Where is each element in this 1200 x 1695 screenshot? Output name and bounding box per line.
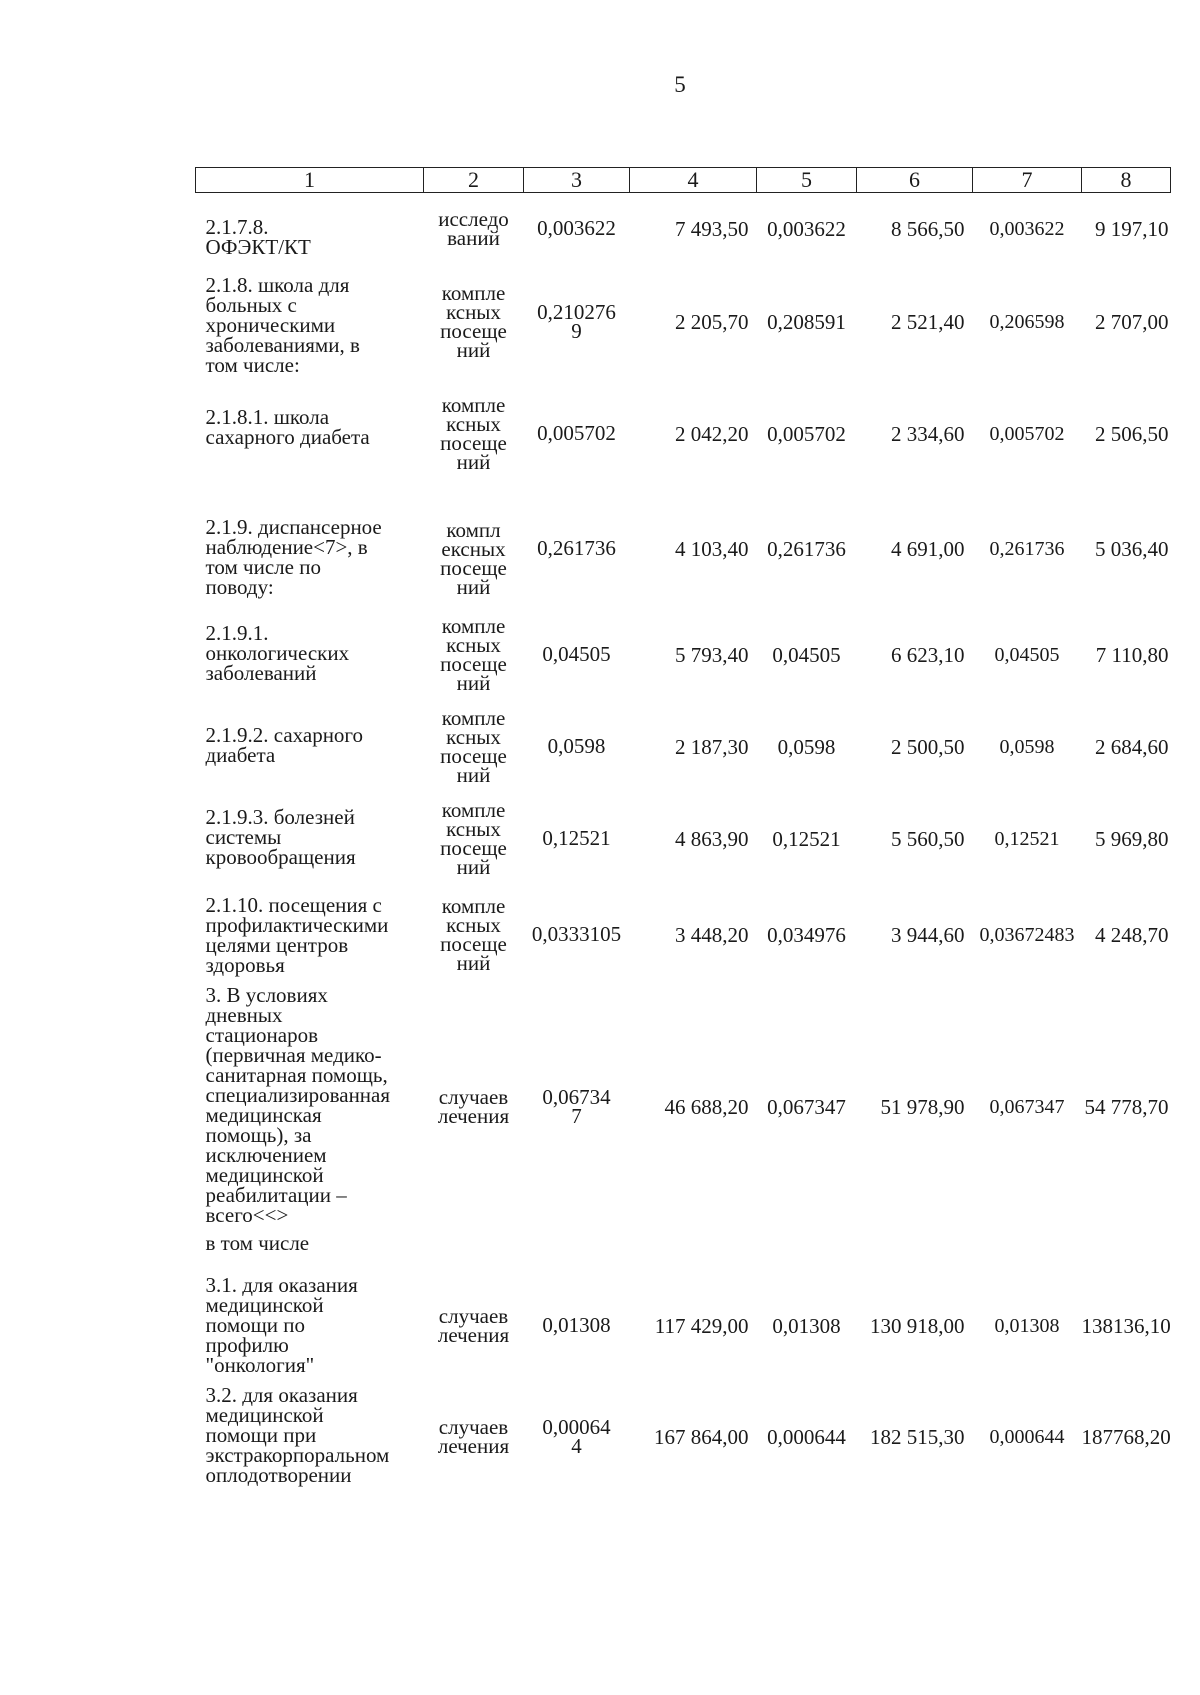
- row-value-col4: 2 187,30: [675, 734, 749, 759]
- row-value-col7: 0,206598: [989, 310, 1065, 333]
- row-value-col8: 5 969,80: [1095, 826, 1169, 851]
- header-col-5: 5: [757, 168, 857, 193]
- row-value-col3: 0,12521: [542, 826, 611, 850]
- table-header: [196, 168, 1171, 193]
- row-value-col7: 0,04505: [994, 643, 1060, 666]
- row-unit: компле ксных посеще ний: [440, 613, 507, 695]
- row-value-col7: [973, 1229, 1082, 1269]
- row-value-col7: 0,067347: [989, 1095, 1065, 1118]
- row-value-col6: 2 500,50: [891, 734, 965, 759]
- row-value-col5: 0,034976: [767, 922, 846, 947]
- row-value-col4: 46 688,20: [664, 1094, 749, 1119]
- row-value-col8: 5 036,40: [1095, 536, 1169, 561]
- row-value-col3: 0,005702: [537, 421, 616, 445]
- row-value-col6: 3 944,60: [891, 922, 965, 947]
- row-name: 2.1.8.1. школа сахарного диабета: [205, 404, 370, 449]
- header-row: [196, 168, 1171, 193]
- row-value-col7: 0,0598: [999, 735, 1055, 758]
- row-value-col6: 4 691,00: [891, 536, 965, 561]
- row-value-col5: 0,067347: [767, 1094, 846, 1119]
- row-value-col8: 138136,10: [1081, 1313, 1171, 1338]
- row-value-col8: 7 110,80: [1095, 642, 1169, 667]
- row-value-col6: 8 566,50: [891, 216, 965, 241]
- header-col-7: 7: [973, 168, 1082, 193]
- row-value-col3: 0,00064 4: [542, 1414, 611, 1458]
- row-unit: компле ксных посеще ний: [440, 797, 507, 879]
- row-value-col8: [1082, 1229, 1171, 1269]
- row-value-col5: 0,01308: [772, 1313, 841, 1338]
- table-row: [196, 701, 1171, 793]
- row-value-col5: 0,04505: [772, 642, 841, 667]
- row-name: 2.1.10. посещения с профилактическими целями центров здоровья: [205, 892, 389, 977]
- row-value-col4: [630, 1229, 757, 1269]
- row-value-col8: 187768,20: [1081, 1424, 1171, 1449]
- row-value-col3: 0,01308: [542, 1313, 611, 1337]
- row-value-col3: 0,003622: [537, 216, 616, 241]
- row-value-col8: 2 707,00: [1095, 309, 1169, 334]
- table-row: [196, 489, 1171, 609]
- row-value-col4: 117 429,00: [654, 1313, 749, 1338]
- table-row: [196, 379, 1171, 489]
- row-unit: компле ксных посеще ний: [440, 893, 507, 975]
- row-value-col7: 0,000644: [989, 1425, 1065, 1448]
- row-unit: случаев лечения: [437, 1303, 510, 1347]
- row-value-col8: 2 506,50: [1095, 421, 1169, 446]
- row-value-col7: 0,12521: [994, 827, 1060, 850]
- row-name: 2.1.7.8. ОФЭКТ/КТ: [205, 215, 311, 259]
- row-value-col4: 4 103,40: [675, 536, 749, 561]
- row-value-col3: 0,0333105: [531, 922, 622, 946]
- row-unit: компле ксных посеще ний: [440, 392, 507, 474]
- row-name: 2.1.9.2. сахарного диабета: [205, 722, 364, 767]
- header-col-1: 1: [196, 168, 424, 193]
- row-value-col3: 0,04505: [542, 642, 611, 666]
- row-value-col4: 2 205,70: [675, 309, 749, 334]
- row-name: 2.1.8. школа для больных с хроническими заболеваниями, в том числе:: [205, 272, 360, 377]
- row-value-col3: [524, 1229, 630, 1269]
- row-value-col5: 0,003622: [767, 216, 846, 241]
- row-value-col7: 0,005702: [989, 422, 1065, 445]
- row-value-col3: 0,06734 7: [542, 1084, 611, 1128]
- row-value-col7: 0,261736: [989, 537, 1065, 560]
- row-name: 2.1.9. диспансерное наблюдение<7>, в том числе по поводу:: [205, 514, 382, 599]
- row-value-col6: 2 334,60: [891, 421, 965, 446]
- row-value-col6: 182 515,30: [870, 1424, 965, 1449]
- header-col-4: 4: [630, 168, 757, 193]
- row-name: 3.2. для оказания медицинской помощи при экстракорпоральном оплодотворении: [205, 1382, 390, 1487]
- row-value-col5: 0,0598: [777, 734, 836, 759]
- row-value-col4: 4 863,90: [675, 826, 749, 851]
- row-value-col8: 2 684,60: [1095, 734, 1169, 759]
- row-value-col8: 9 197,10: [1095, 216, 1169, 241]
- row-value-col6: 2 521,40: [891, 309, 965, 334]
- table-row: [196, 609, 1171, 701]
- table-row: [196, 985, 1171, 1229]
- row-name: 2.1.9.3. болезней системы кровообращения: [205, 804, 356, 869]
- row-value-col5: 0,12521: [772, 826, 841, 851]
- row-value-col6: 6 623,10: [891, 642, 965, 667]
- row-value-col8: 54 778,70: [1084, 1094, 1169, 1119]
- row-value-col5: [757, 1229, 857, 1269]
- row-name: 3.1. для оказания медицинской помощи по профилю "онкология": [205, 1272, 358, 1377]
- row-value-col4: 167 864,00: [654, 1424, 749, 1449]
- row-value-col5: 0,005702: [767, 421, 846, 446]
- row-value-col5: 0,208591: [767, 309, 846, 334]
- row-value-col6: 51 978,90: [880, 1094, 965, 1119]
- header-col-6: 6: [857, 168, 973, 193]
- row-name: в том числе: [205, 1230, 310, 1255]
- row-value-col5: 0,000644: [767, 1424, 846, 1449]
- page-number: 5: [674, 72, 686, 97]
- row-unit: компле ксных посеще ний: [440, 705, 507, 787]
- row-unit: случаев лечения: [437, 1084, 510, 1128]
- row-value-col7: 0,03672483: [979, 923, 1075, 946]
- header-col-2: 2: [424, 168, 524, 193]
- header-col-8: 8: [1082, 168, 1171, 193]
- row-name: 3. В условиях дневных стационаров (первичная медико- санитарная помощь, специализированная медицинская помощь), за исключением медицинской реабилитации – всего<<>: [205, 982, 391, 1227]
- table-row: [196, 1269, 1171, 1383]
- row-value-col8: 4 248,70: [1095, 922, 1169, 947]
- row-value-col6: [857, 1229, 973, 1269]
- row-value-col7: 0,01308: [994, 1314, 1060, 1337]
- table-row: [196, 885, 1171, 985]
- table-row: [196, 793, 1171, 885]
- row-unit: компл ексных посеще ний: [440, 517, 507, 599]
- header-col-3: 3: [524, 168, 630, 193]
- row-unit: случаев лечения: [437, 1414, 510, 1458]
- row-unit: [424, 1229, 524, 1269]
- row-value-col4: 2 042,20: [675, 421, 749, 446]
- row-value-col6: 5 560,50: [891, 826, 965, 851]
- row-unit: компле ксных посеще ний: [440, 280, 507, 362]
- row-value-col7: 0,003622: [989, 217, 1065, 240]
- table-body: [196, 193, 1171, 1491]
- row-value-col4: 5 793,40: [675, 642, 749, 667]
- row-value-col3: 0,0598: [547, 734, 606, 758]
- table-row: [196, 1229, 1171, 1269]
- table-row: [196, 193, 1171, 265]
- row-value-col5: 0,261736: [767, 536, 846, 561]
- row-value-col4: 3 448,20: [675, 922, 749, 947]
- row-value-col3: 0,261736: [537, 536, 616, 560]
- row-unit: исследо ваний: [438, 206, 509, 250]
- data-table: [195, 167, 1171, 1491]
- row-value-col6: 130 918,00: [870, 1313, 965, 1338]
- table-row: [196, 1383, 1171, 1491]
- row-name: 2.1.9.1. онкологических заболеваний: [205, 620, 350, 685]
- table-row: [196, 265, 1171, 379]
- row-value-col4: 7 493,50: [675, 216, 749, 241]
- row-value-col3: 0,210276 9: [537, 299, 616, 343]
